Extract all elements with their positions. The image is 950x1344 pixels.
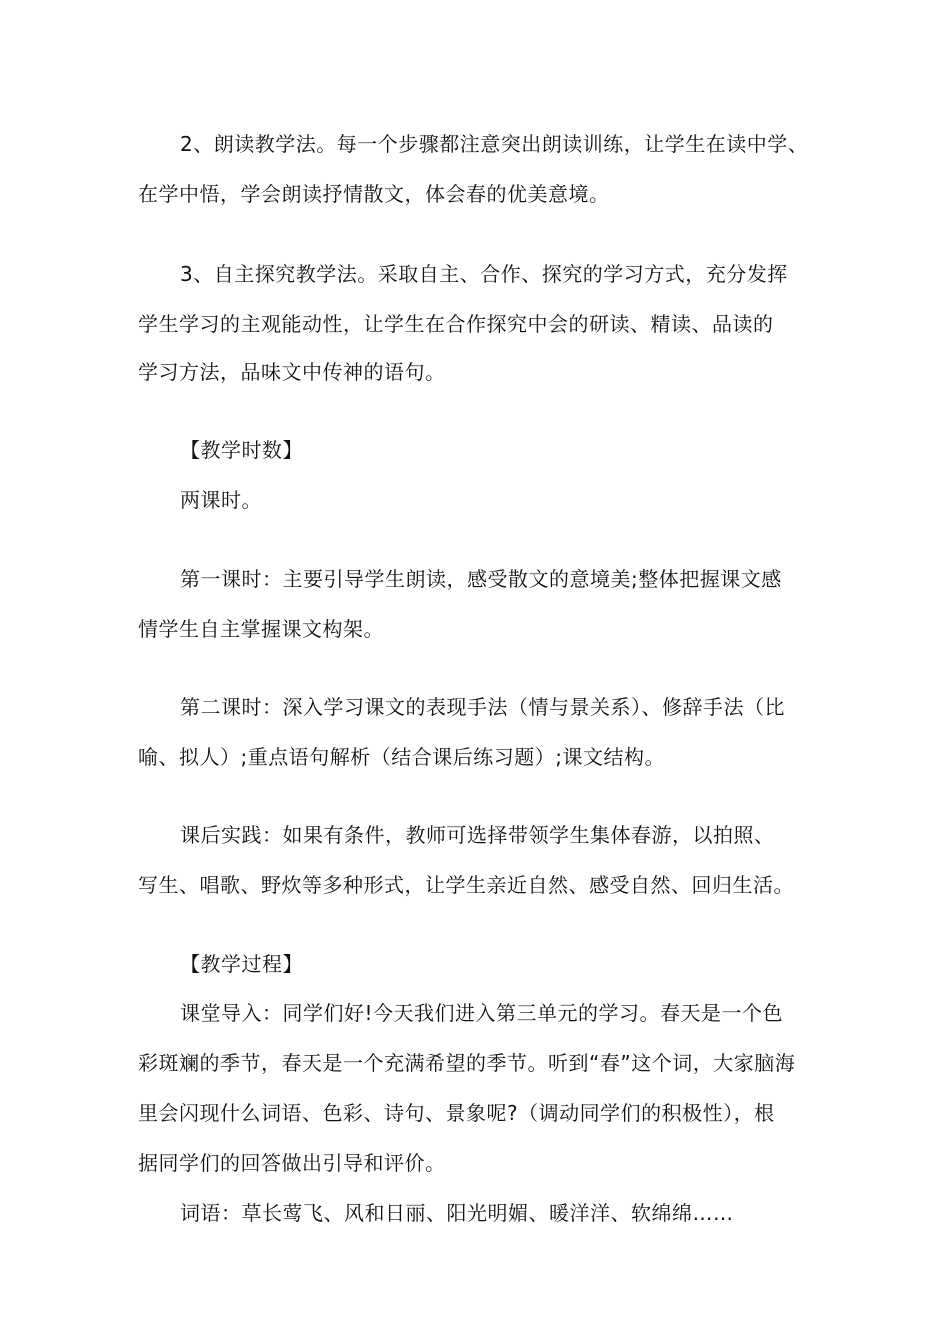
section-heading-teaching-process: 【教学过程】 [180, 952, 303, 976]
paragraph-lesson-1-line-1: 第一课时：主要引导学生朗读，感受散文的意境美;整体把握课文感 [180, 567, 782, 591]
paragraph-words: 词语：草长莺飞、风和日丽、阳光明媚、暖洋洋、软绵绵…… [180, 1201, 734, 1225]
paragraph-lesson-2-line-1: 第二课时：深入学习课文的表现手法（情与景关系）、修辞手法（比 [180, 695, 785, 719]
paragraph-1-line-2: 在学中悟，学会朗读抒情散文，体会春的优美意境。 [138, 182, 610, 206]
paragraph-hours: 两课时。 [180, 488, 262, 512]
paragraph-practice-line-1: 课后实践：如果有条件，教师可选择带领学生集体春游，以拍照、 [180, 823, 775, 847]
paragraph-intro-line-1: 课堂导入：同学们好!今天我们进入第三单元的学习。春天是一个色 [180, 1001, 784, 1025]
paragraph-2-line-3: 学习方法，品味文中传神的语句。 [138, 360, 446, 384]
paragraph-intro-line-2: 彩斑斓的季节，春天是一个充满希望的季节。听到“春”这个词，大家脑海 [138, 1051, 796, 1075]
paragraph-practice-line-2: 写生、唱歌、野炊等多种形式，让学生亲近自然、感受自然、回归生活。 [138, 873, 794, 897]
paragraph-lesson-2-line-2: 喻、拟人）;重点语句解析（结合课后练习题）;课文结构。 [138, 745, 665, 769]
paragraph-2-line-1: 3、自主探究教学法。采取自主、合作、探究的学习方式，充分发挥 [180, 262, 788, 286]
paragraph-2-line-2: 学生学习的主观能动性，让学生在合作探究中会的研读、精读、品读的 [138, 312, 774, 336]
section-heading-teaching-hours: 【教学时数】 [180, 438, 303, 462]
paragraph-lesson-1-line-2: 情学生自主掌握课文构架。 [138, 617, 384, 641]
paragraph-1-line-1: 2、朗读教学法。每一个步骤都注意突出朗读训练，让学生在读中学、 [180, 132, 809, 156]
paragraph-intro-line-4: 据同学们的回答做出引导和评价。 [138, 1151, 446, 1175]
paragraph-intro-line-3: 里会闪现什么词语、色彩、诗句、景象呢?（调动同学们的积极性），根 [138, 1101, 775, 1125]
